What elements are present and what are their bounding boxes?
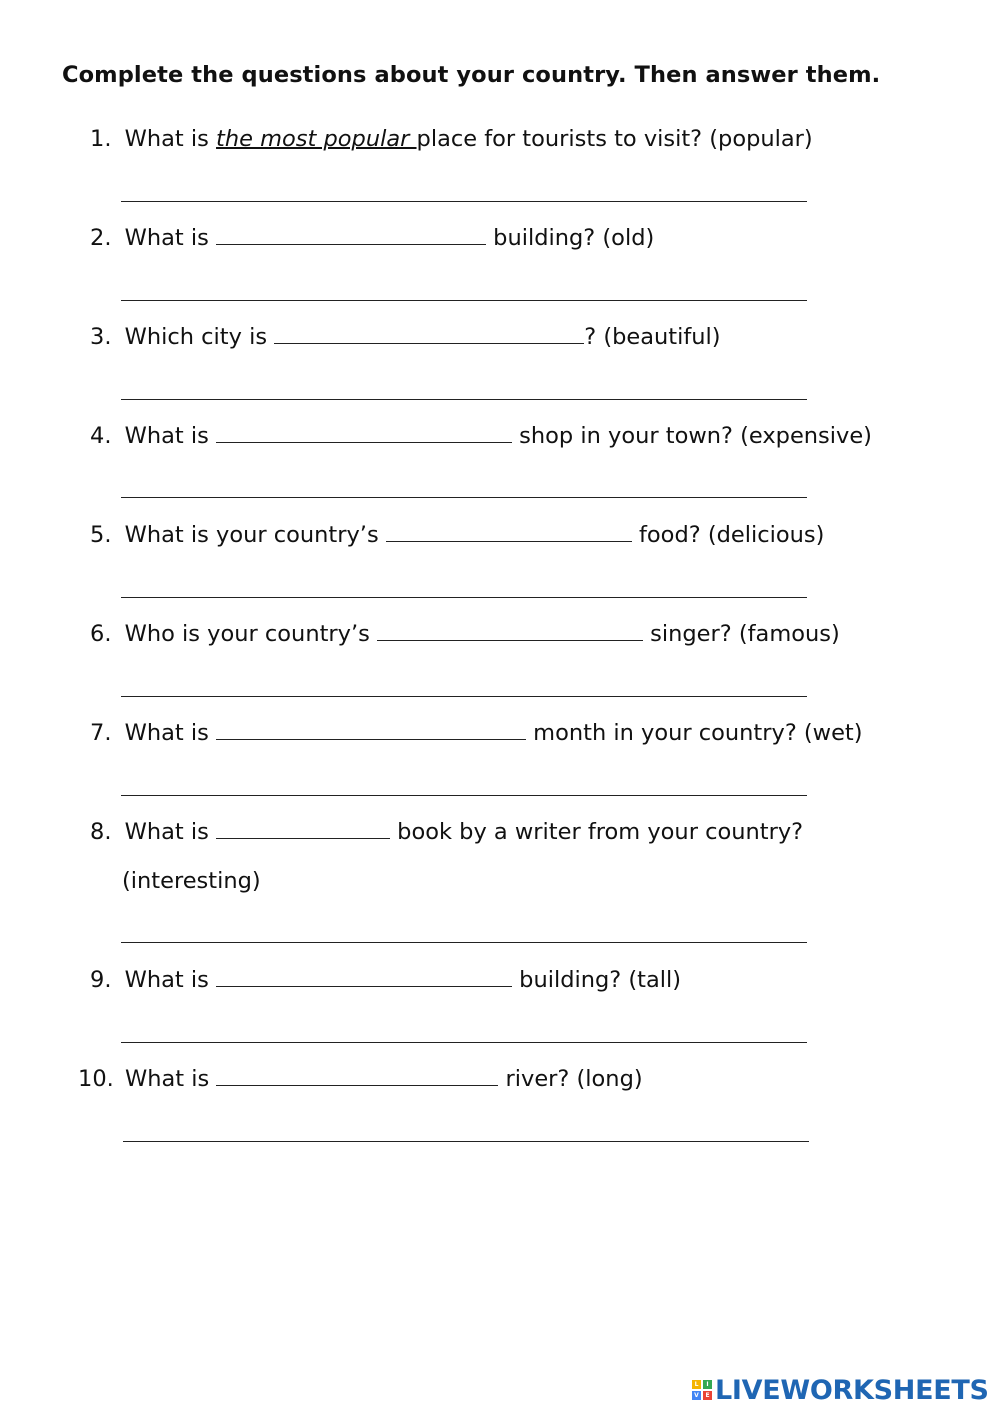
question-number: 9. [90,967,112,993]
question-number: 4. [90,423,112,449]
fill-in-blank-7[interactable] [216,721,526,740]
answer-line-8[interactable] [121,942,807,943]
question-3 [90,324,721,350]
logo-letter: I [703,1380,712,1389]
question-4 [90,423,872,449]
question-number: 10. [78,1066,114,1092]
fill-in-blank-3[interactable] [274,325,584,344]
question-text: ? (beautiful) [584,324,721,350]
question-number: 5. [90,522,112,548]
logo-letter: L [692,1380,701,1389]
fill-in-blank-9[interactable] [216,968,512,987]
question-text: building? (tall) [512,967,682,993]
answer-line-5[interactable] [121,597,807,598]
question-text: singer? (famous) [643,621,840,647]
question-text: building? (old) [486,225,655,251]
question-number: 7. [90,720,112,746]
question-number: 6. [90,621,112,647]
question-6 [90,621,840,647]
answer-line-1[interactable] [121,201,807,202]
liveworksheets-logo [692,1375,989,1405]
question-text: Which city is [124,324,275,350]
question-text: food? (delicious) [631,522,825,548]
question-9 [90,967,681,993]
question-text: What is [124,720,217,746]
logo-letter: V [692,1391,701,1400]
fill-in-blank-5[interactable] [386,523,632,542]
question-number: 3. [90,324,112,350]
fill-in-blank-4[interactable] [216,424,512,443]
question-2 [90,225,654,251]
answer-line-2[interactable] [121,300,807,301]
question-10 [78,1066,643,1092]
question-text: What is [124,1066,217,1092]
fill-in-blank-6[interactable] [377,622,643,641]
fill-in-blank-2[interactable] [216,226,486,245]
question-8 [90,819,803,845]
brand-name: LIVEWORKSHEETS [715,1374,989,1406]
question-number: 1. [90,126,112,152]
question-text: shop in your town? (expensive) [512,423,872,449]
answer-line-9[interactable] [121,1042,807,1043]
question-text: month in your country? (wet) [526,720,863,746]
fill-in-blank-8[interactable] [216,820,390,839]
question-text: What is [124,126,217,152]
question-text: What is [124,819,217,845]
question-text: place for tourists to visit? (popular) [416,126,813,152]
answer-line-4[interactable] [121,497,807,498]
question-number: 8. [90,819,112,845]
question-1 [90,126,813,152]
question-text: book by a writer from your country? [390,819,804,845]
question-5 [90,522,824,548]
question-7 [90,720,863,746]
answer-line-10[interactable] [123,1141,809,1142]
question-text: What is [124,423,217,449]
question-text: Who is your country’s [124,621,377,647]
worksheet-instructions: Complete the questions about your country. Then answer them. [62,62,881,88]
question-8-continuation: (interesting) [122,868,261,894]
question-text: What is [124,225,217,251]
answer-line-6[interactable] [121,696,807,697]
question-number: 2. [90,225,112,251]
logo-letter: E [703,1391,712,1400]
question-text: river? (long) [498,1066,643,1092]
answer-line-7[interactable] [121,795,807,796]
example-answer: the most popular [216,126,417,152]
answer-line-3[interactable] [121,399,807,400]
question-text: What is [124,967,217,993]
logo-mark-icon [692,1380,712,1400]
fill-in-blank-10[interactable] [216,1067,498,1086]
question-text: What is your country’s [124,522,386,548]
